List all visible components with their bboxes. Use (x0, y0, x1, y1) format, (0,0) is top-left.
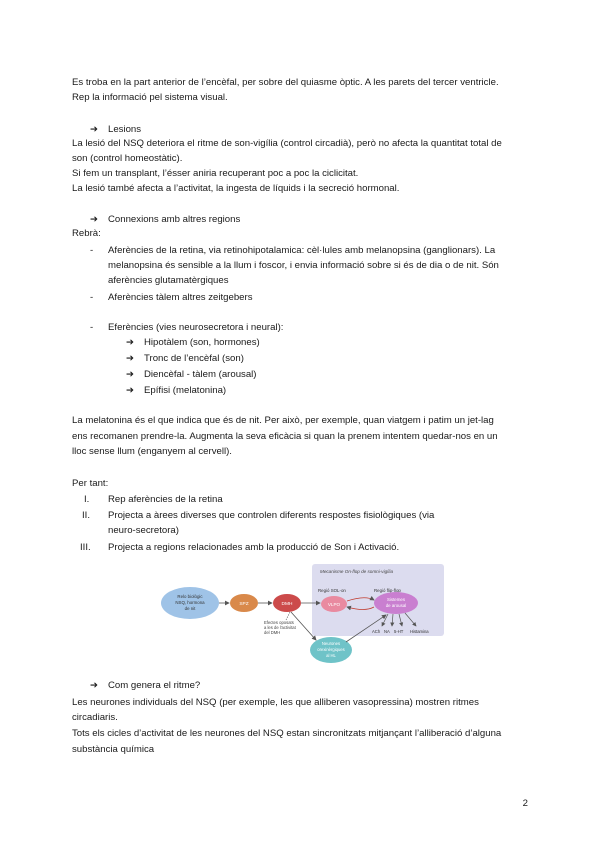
output-na: NA (384, 629, 390, 634)
melatonina-line-2: ens recomanen prendre-la. Augmenta la seva eficàcia si quan la prenem intentem quedar-nos en un (72, 431, 498, 442)
eferencia-item: Diencèfal - tàlem (arousal) (144, 369, 257, 380)
arrow-bullet-icon: ➔ (90, 214, 99, 225)
lesions-heading: Lesions (108, 124, 142, 135)
aferencia-1-line-3: aferències glutamatèrgiques (108, 275, 229, 286)
ritme-line-4: substància química (72, 744, 155, 755)
intro-line-2: Rep la informació pel sistema visual. (72, 92, 228, 103)
note-line-3: del DMH (264, 630, 281, 635)
note-line-2: a les de l'activitat (264, 625, 296, 630)
dash-marker: - (90, 292, 94, 303)
page-number: 2 (522, 798, 528, 809)
ritme-heading: Com genera el ritme? (108, 680, 201, 691)
eferencia-item: Hipotàlem (son, hormones) (144, 337, 260, 348)
dash-marker: - (90, 245, 94, 256)
lesions-line-2: son (control homeostàtic). (72, 153, 183, 164)
spz-label: SPZ (239, 602, 249, 607)
diagram-title: Mecanisme On-flop de somni-vigília (320, 569, 394, 574)
arrow-bullet-icon: ➔ (126, 385, 135, 396)
roman-numeral: II. (82, 510, 90, 521)
ritme-line-3: Tots els cicles d’activitat de les neurones del NSQ estan sincronitzats mitjançant l’alliberació d’alguna (72, 728, 502, 739)
neurones-label-1: Neurones (321, 641, 341, 646)
rebra-label: Rebrà: (72, 228, 101, 239)
arrow-bullet-icon: ➔ (126, 337, 135, 348)
eferencia-item: Epífisi (melatonina) (144, 385, 227, 396)
rellotge-label-3: de nit (184, 606, 196, 611)
dash-marker: - (90, 322, 94, 333)
note-line-1: Efectes oposats (264, 620, 294, 625)
ritme-line-1: Les neurones individuals del NSQ (per exemple, les que alliberen vasopressina) mostren ritmes (72, 697, 479, 708)
lesions-line-3: Si fem un transplant, l’ésser aniria recuperant poc a poc la ciclicitat. (72, 168, 359, 179)
arrow-bullet-icon: ➔ (90, 680, 99, 691)
rellotge-label-2: NSQ, hormona (175, 600, 205, 605)
lesions-line-4: La lesió també afecta a l’activitat, la ingesta de líquids i la secreció hormonal. (72, 183, 400, 194)
arrow-bullet-icon: ➔ (126, 369, 135, 380)
arrow-bullet-icon: ➔ (90, 124, 99, 135)
vlpo-label: VLPO (327, 602, 341, 607)
neurones-label-2: orexinèrgiques (317, 647, 345, 652)
roman-numeral: I. (84, 494, 90, 505)
roman-numeral: III. (80, 542, 91, 553)
pertant-item-3: Projecta a regions relacionades amb la producció de Son i Activació. (108, 542, 400, 553)
output-histamina: Histamina (410, 629, 429, 634)
melatonina-line-3: lloc sense llum (enganyem al cervell). (72, 446, 232, 457)
flip-flop-diagram (160, 562, 450, 666)
sistemes-label-2: de arousal (385, 603, 407, 608)
region-sol-label: Regió SOL-on (318, 588, 346, 593)
eferencies-label: Eferències (vies neurosecretora i neural): (108, 322, 284, 333)
dmh-label: DMH (281, 602, 293, 607)
aferencia-1-line-2: melanopsina és sensible a la llum i foscor, i envia informació sobre si és de dia o de nit. Són (108, 260, 499, 271)
neurones-label-3: al HL (326, 653, 336, 658)
pertant-item-2-line-2: neuro-secretora) (108, 525, 179, 536)
output-5ht: 5-HT (394, 629, 404, 634)
lesions-line-1: La lesió del NSQ deteriora el ritme de son-vigília (control circadià), però no afecta la quantitat total de (72, 138, 502, 149)
connexions-heading: Connexions amb altres regions (108, 214, 241, 225)
aferencia-2-line-1: Aferències tàlem altres zeitgebers (108, 292, 253, 303)
region-flip-label: Regió flip-flop (374, 588, 401, 593)
arrow-bullet-icon: ➔ (126, 353, 135, 364)
intro-line-1: Es troba en la part anterior de l’encèfal, per sobre del quiasme òptic. A les parets del tercer ventricle. (72, 77, 499, 88)
output-ach: ACh (372, 629, 381, 634)
pertant-heading: Per tant: (72, 478, 109, 489)
melatonina-line-1: La melatonina és el que indica que és de nit. Per això, per exemple, quan viatgem i patim un jet-lag (72, 415, 494, 426)
pertant-item-1: Rep aferències de la retina (108, 494, 223, 505)
eferencia-item: Tronc de l’encèfal (son) (144, 353, 244, 364)
ritme-line-2: circadiaris. (72, 712, 118, 723)
pertant-item-2-line-1: Projecta a àrees diverses que controlen diferents respostes fisiològiques (via (108, 510, 435, 521)
rellotge-label-1: Relo biològic (177, 594, 203, 599)
sistemes-label-1: Sistemes (386, 597, 406, 602)
aferencia-1-line-1: Aferències de la retina, via retinohipotalamica: cèl·lules amb melanopsina (ganglionars). La (108, 245, 496, 256)
